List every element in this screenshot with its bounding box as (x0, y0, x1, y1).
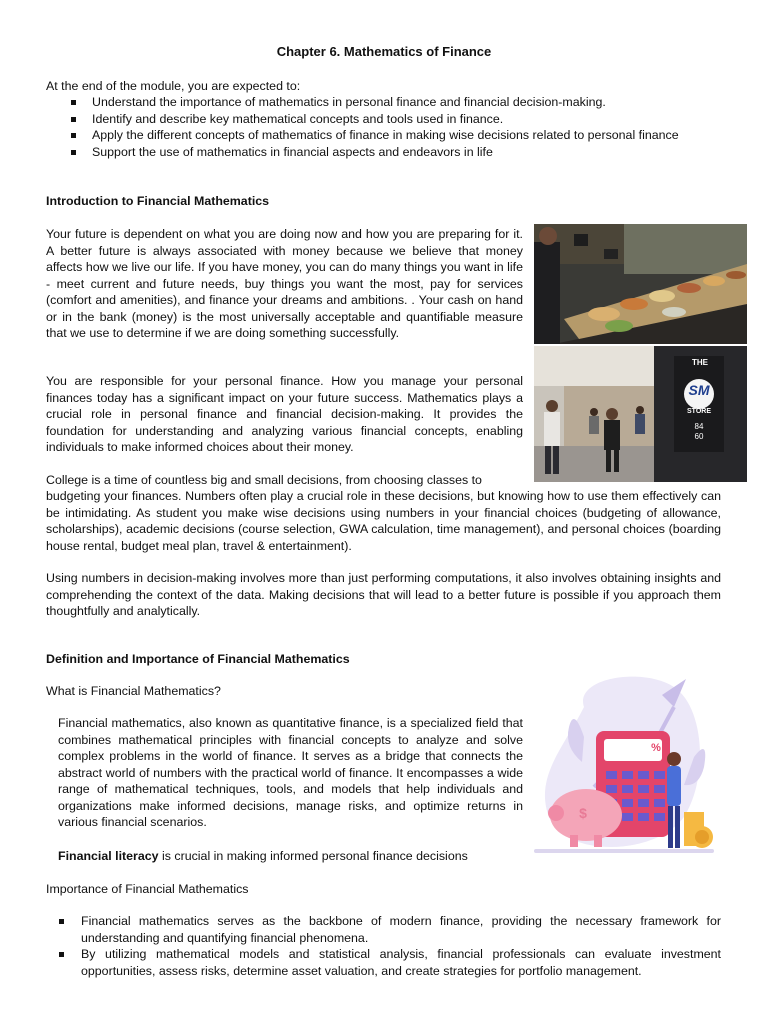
intro-paragraph-3: budgeting your finances. Numbers often play a crucial role in these decisions, but knowing how to use them effectively can be intimidating. As student you make wise decisions using numbers in your financial choices (budgeting of allowance, scholarships), academic decisions (course selection, GWA calculation, time management), and personal choices (boarding house rental, budget meal plan, travel & entertainment). (46, 489, 721, 553)
intro-paragraph-3-start: College is a time of countless big and small decisions, from choosing classes to (46, 473, 482, 487)
definition-heading: Definition and Importance of Financial Mathematics (46, 652, 350, 666)
importance-heading: Importance of Financial Mathematics (46, 882, 249, 896)
calculator-display-symbol: % (651, 742, 661, 754)
objectives-intro: At the end of the module, you are expected to: (46, 79, 301, 93)
food-counter-image (534, 224, 747, 344)
store-sign-store: STORE (687, 408, 711, 415)
store-sign-the: THE (692, 358, 708, 367)
definition-paragraph: Financial mathematics, also known as quantitative finance, is a specialized field that combines mathematical principles with financial concepts to analyze and solve complex problems in the world of finance. It serves as a bridge that connects the abstract world of numbers with the practical world of finance. It encompasses a wide range of mathematical techniques, tools, and models that help individuals and organizations make informed decisions, manage risks, and optimize returns in various financial scenarios. (58, 716, 523, 829)
list-item: By utilizing mathematical models and statistical analysis, financial professionals can evaluate investment opportunities, assess risks, determine asset valuation, and create strategies for portfolio management. (46, 946, 721, 979)
list-item: Understand the importance of mathematics in personal finance and financial decision-making. (46, 94, 736, 111)
literacy-bold-text: Financial literacy (58, 849, 159, 863)
list-item: Identify and describe key mathematical concepts and tools used in finance. (46, 111, 736, 128)
intro-paragraph-1: Your future is dependent on what you are doing now and how you are preparing for it. A better future is always associated with money because we believe that money affects how we live our life. If you have money, you can do many things you want in life - meet current and future needs, buy things you want the most, pay for services (comfort and amenities), and finance your dreams and ambitions. . Your cash on hand or in the bank (money) is the most universally acceptable and quantifiable measure that we use to determine if we are doing something successfully. (46, 227, 523, 340)
literacy-line (58, 848, 538, 865)
intro-paragraph-4: Using numbers in decision-making involves more than just performing computations, it also involves obtaining insights and comprehending the context of the data. Making decisions that will lead to a better future is possible if you approach them thoughtfully and analytically. (46, 571, 721, 618)
definition-subheading: What is Financial Mathematics? (46, 684, 221, 698)
store-sign-number-1: 84 (694, 422, 704, 431)
list-item: Support the use of mathematics in financial aspects and endeavors in life (46, 144, 736, 161)
chapter-title: Chapter 6. Mathematics of Finance (276, 44, 492, 59)
store-sign-number-2: 60 (694, 432, 704, 441)
sm-store-photo (534, 346, 747, 482)
importance-list (46, 913, 721, 979)
list-item: Apply the different concepts of mathematics of finance in making wise decisions related to personal finance (46, 127, 736, 144)
intro-paragraph-2: You are responsible for your personal finance. How you manage your personal finances today has a significant impact on your future success. Mathematics plays a crucial role in personal finance and financial decision-making. It provides the foundation for understanding and analyzing various financial concepts, enabling individuals to make informed choices about their money. (46, 374, 523, 454)
food-counter-photo (534, 224, 747, 344)
intro-heading: Introduction to Financial Mathematics (46, 194, 270, 208)
literacy-rest-text: is crucial in making informed personal finance decisions (158, 849, 468, 863)
sm-logo: SM (688, 382, 710, 398)
objectives-list (46, 94, 736, 160)
piggy-bank-dollar-symbol: $ (579, 805, 587, 821)
calculator-piggy-bank-illustration (534, 667, 714, 859)
finance-illustration (534, 667, 714, 859)
list-item: Financial mathematics serves as the backbone of modern finance, providing the necessary framework for understanding and quantifying financial phenomena. (46, 913, 721, 946)
